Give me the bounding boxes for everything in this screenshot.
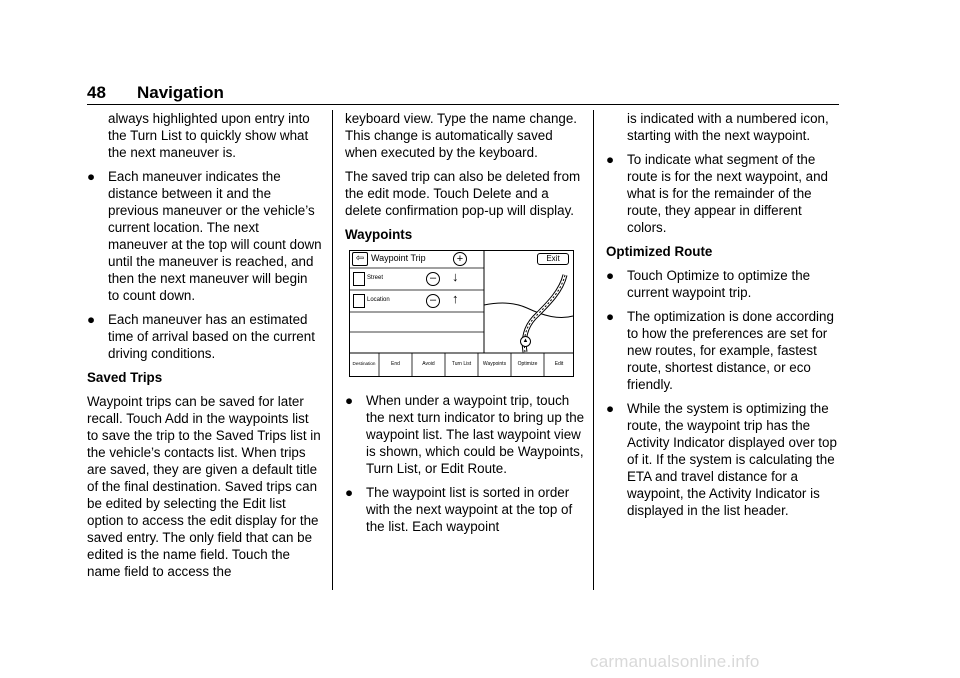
header-rule	[87, 104, 839, 105]
list-item	[87, 168, 322, 304]
bullet-icon: ●	[87, 169, 96, 184]
page-header	[87, 83, 839, 103]
list-item	[345, 484, 585, 535]
paragraph: The saved trip can also be deleted from the edit mode. Touch Delete and a delete confirmation pop-up will display.	[345, 169, 581, 218]
bullet-icon: ●	[606, 401, 615, 416]
section-title: Navigation	[137, 83, 224, 102]
waypoint-trip-screen-figure	[349, 250, 579, 378]
tab-turn-list: Turn List	[451, 361, 472, 367]
column-2	[345, 110, 585, 542]
checkbox-icon	[353, 294, 365, 308]
bullet-text: To indicate what segment of the route is for the next waypoint, and what is for the remainder of the route, they appear in different colors.	[627, 152, 828, 235]
bullet-text: The waypoint list is sorted in order with the next waypoint at the top of the list. Each waypoint	[366, 485, 573, 534]
checkbox-icon	[353, 272, 365, 286]
bullet-icon: ●	[345, 485, 354, 500]
saved-trips-text: Waypoint trips can be saved for later recall. Touch Add in the waypoints list to save the trip to the Saved Trips list in the vehicle’s contacts list. When trips are saved, they are given a default title of the final destination. Saved trips can be edited by selecting the Edit list option to access the edit display for the saved entry. The only field that can be edited is the name field. Touch the name field to access the	[87, 394, 321, 579]
waypoint-row-label: Street	[367, 275, 384, 281]
saved-trips-heading: Saved Trips	[87, 370, 163, 385]
back-icon: ⇦	[352, 252, 368, 266]
column-1	[87, 110, 322, 587]
column-3	[606, 110, 838, 526]
tab-waypoints: Waypoints	[482, 361, 507, 367]
optimized-route-heading: Optimized Route	[606, 244, 713, 259]
list-item	[87, 311, 322, 362]
arrow-up-icon: ↑	[452, 291, 459, 306]
column-divider	[593, 110, 594, 590]
add-icon: +	[453, 252, 467, 266]
tab-end: End	[391, 361, 400, 367]
bullet-text: Each maneuver indicates the distance between it and the previous maneuver or the vehicle’s current location. The next maneuver at the top will count down until the maneuver is reached, and then the next maneuver will begin to count down.	[108, 169, 322, 303]
bullet-icon: ●	[345, 393, 354, 408]
column-divider	[332, 110, 333, 590]
continuation-text: always highlighted upon entry into the Turn List to quickly show what the next maneuver is.	[108, 111, 310, 160]
bullet-text: While the system is optimizing the route, the waypoint trip has the Activity Indicator displayed over top of it. If the system is calculating the ETA and travel distance for a waypoint, the Activity Indicator is displayed in the list header.	[627, 401, 837, 518]
list-item	[606, 400, 838, 519]
bullet-text: When under a waypoint trip, touch the next turn indicator to bring up the waypoint list. The last waypoint view is shown, which could be Waypoints, Turn List, or Edit Route.	[366, 393, 585, 476]
bullet-icon: ●	[606, 268, 615, 283]
page-number: 48	[87, 83, 106, 102]
waypoint-row-label: Location	[367, 297, 390, 303]
continuation-text: is indicated with a numbered icon, starting with the next waypoint.	[627, 111, 829, 143]
tab-avoid: Avoid	[422, 361, 435, 367]
bullet-icon: ●	[606, 152, 615, 167]
vehicle-icon: ▲	[520, 336, 531, 347]
paragraph: keyboard view. Type the name change. This change is automatically saved when executed by the keyboard.	[345, 111, 578, 160]
figure-title: Waypoint Trip	[371, 253, 426, 263]
bullet-icon: ●	[606, 309, 615, 324]
bullet-text: Each maneuver has an estimated time of arrival based on the current driving conditions.	[108, 312, 315, 361]
list-item	[606, 151, 838, 236]
tab-edit: Edit	[554, 361, 564, 367]
bullet-text: The optimization is done according to how the preferences are set for new routes, for example, fastest route, shortest distance, or eco friendly.	[627, 309, 834, 392]
minus-icon: –	[426, 294, 440, 308]
exit-button: Exit	[537, 253, 569, 265]
watermark: carmanualsonline.info	[590, 652, 760, 671]
minus-icon: –	[426, 272, 440, 286]
waypoints-heading: Waypoints	[345, 227, 413, 242]
bullet-icon: ●	[87, 312, 96, 327]
list-item	[345, 392, 585, 477]
arrow-down-icon: ↓	[452, 269, 459, 284]
tab-optimize: Optimize	[517, 361, 538, 367]
list-item	[606, 308, 838, 393]
list-item	[606, 267, 838, 301]
tab-destination: Destination	[352, 361, 376, 366]
bullet-text: Touch Optimize to optimize the current waypoint trip.	[627, 268, 811, 300]
